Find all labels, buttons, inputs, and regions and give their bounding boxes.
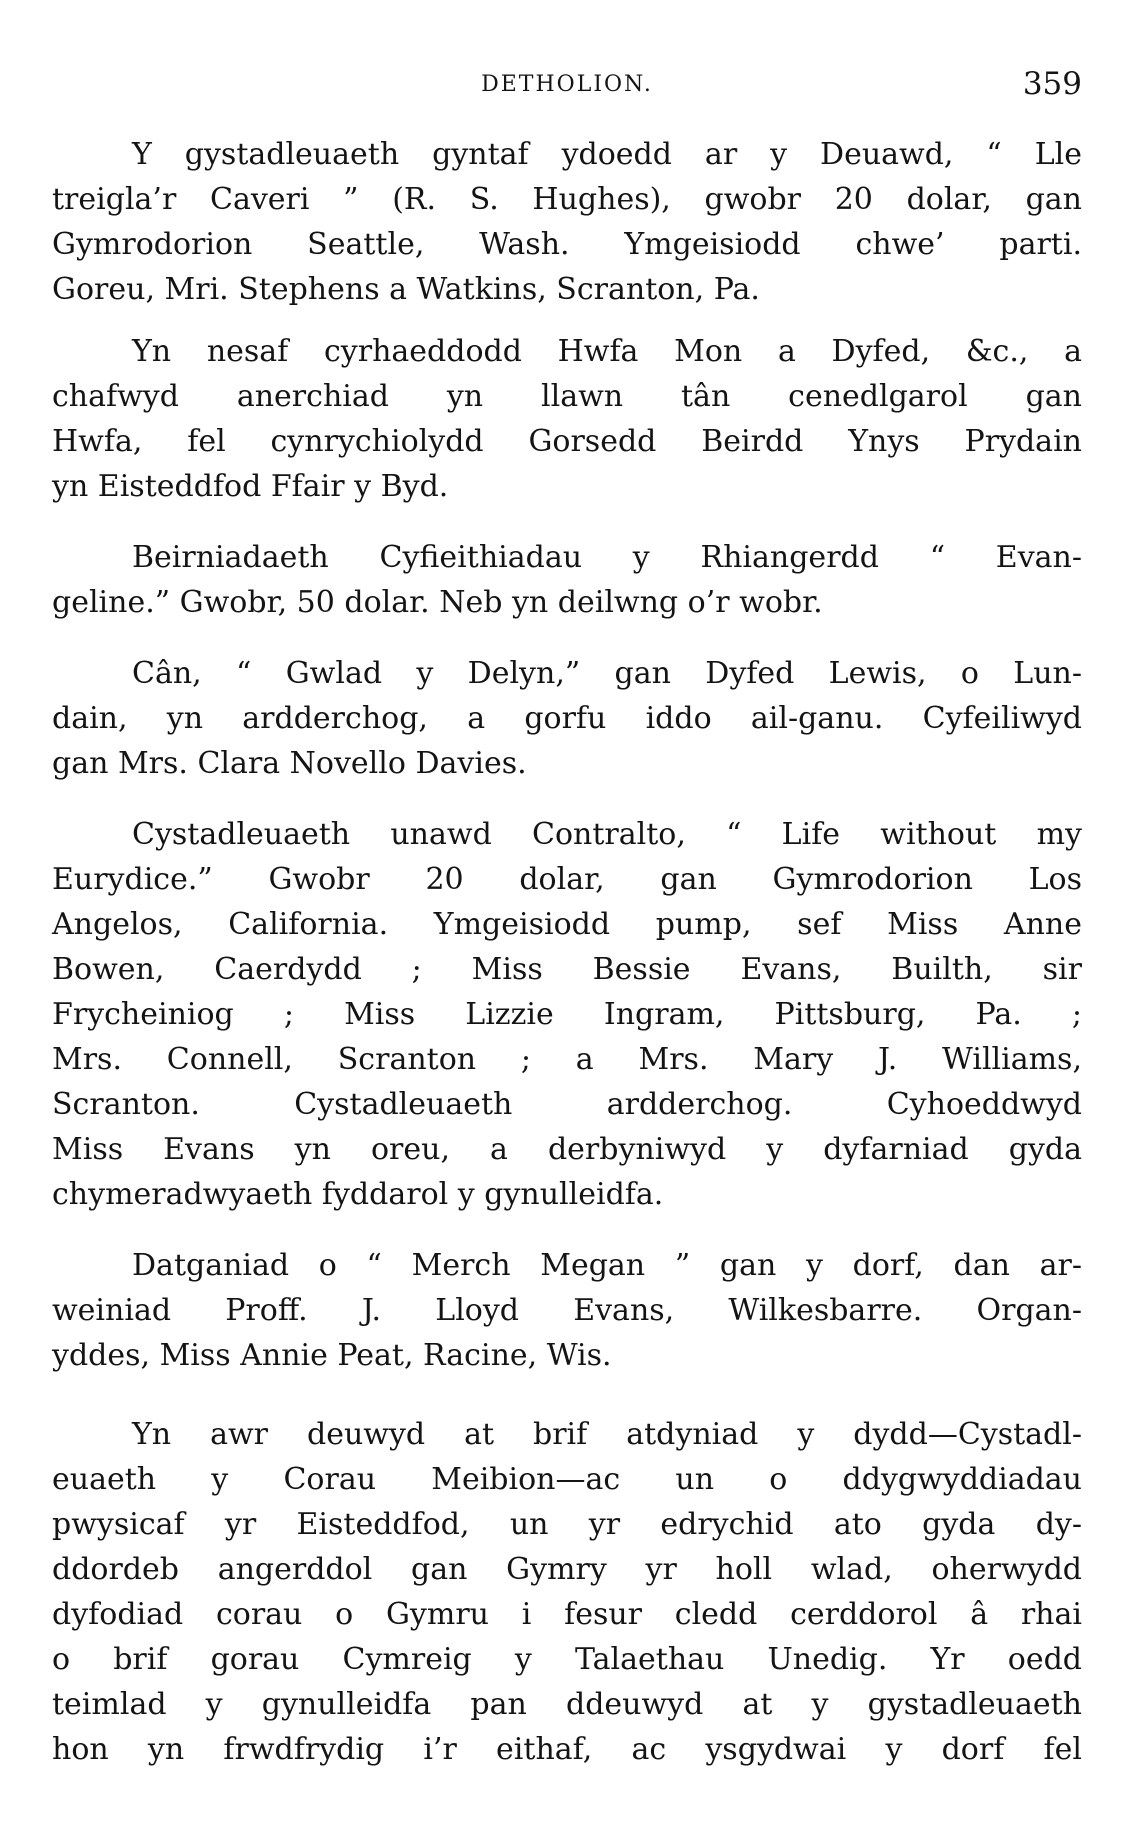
body-text <box>52 132 1082 1789</box>
text-line: Miss Evans yn oreu, a derbyniwyd y dyfarniad gyda <box>52 1132 1082 1167</box>
text-line: Beirniadaeth Cyfieithiadau y Rhiangerdd “ Evan- <box>132 540 1082 575</box>
text-line: dain, yn ardderchog, a gorfu iddo ail-ganu. Cyfeiliwyd <box>52 701 1082 736</box>
text-line: teimlad y gynulleidfa pan ddeuwyd at y gystadleuaeth <box>52 1687 1082 1722</box>
text-line: Bowen, Caerdydd ; Miss Bessie Evans, Builth, sir <box>52 952 1082 987</box>
text-line: Cân, “ Gwlad y Delyn,” gan Dyfed Lewis, o Lun- <box>132 656 1082 691</box>
text-line: Mrs. Connell, Scranton ; a Mrs. Mary J. Williams, <box>52 1042 1082 1077</box>
text-line: ddordeb angerddol gan Gymry yr holl wlad, oherwydd <box>52 1552 1082 1587</box>
paragraph <box>52 812 1082 1217</box>
text-line: Frycheiniog ; Miss Lizzie Ingram, Pittsburg, Pa. ; <box>52 997 1082 1032</box>
text-line: pwysicaf yr Eisteddfod, un yr edrychid ato gyda dy- <box>52 1507 1082 1542</box>
text-line: gan Mrs. Clara Novello Davies. <box>52 746 527 781</box>
text-line: euaeth y Corau Meibion—ac un o ddygwyddiadau <box>52 1462 1082 1497</box>
text-line: chafwyd anerchiad yn llawn tân cenedlgarol gan <box>52 379 1082 414</box>
text-line: weiniad Proff. J. Lloyd Evans, Wilkesbarre. Organ- <box>52 1293 1082 1328</box>
text-line: Angelos, California. Ymgeisiodd pump, sef Miss Anne <box>52 907 1082 942</box>
text-line: hon yn frwdfrydig i’r eithaf, ac ysgydwai y dorf fel <box>52 1732 1082 1767</box>
text-line: Eurydice.” Gwobr 20 dolar, gan Gymrodorion Los <box>52 862 1082 897</box>
text-line: treigla’r Caveri ” (R. S. Hughes), gwobr 20 dolar, gan <box>52 182 1082 217</box>
text-line: Goreu, Mri. Stephens a Watkins, Scranton, Pa. <box>52 272 760 307</box>
text-line: Gymrodorion Seattle, Wash. Ymgeisiodd chwe’ parti. <box>52 227 1082 262</box>
text-line: Yn nesaf cyrhaeddodd Hwfa Mon a Dyfed, &c., a <box>132 334 1082 369</box>
running-title: DETHOLION. <box>481 72 653 97</box>
paragraph <box>52 651 1082 786</box>
text-line: geline.” Gwobr, 50 dolar. Neb yn deilwng o’r wobr. <box>52 585 823 620</box>
text-line: yn Eisteddfod Ffair y Byd. <box>52 469 449 504</box>
text-line: o brif gorau Cymreig y Talaethau Unedig. Yr oedd <box>52 1642 1082 1677</box>
paragraph <box>52 1412 1082 1772</box>
paragraph <box>52 535 1082 625</box>
text-line: Yn awr deuwyd at brif atdyniad y dydd—Cystadl- <box>132 1417 1082 1452</box>
text-line: Scranton. Cystadleuaeth ardderchog. Cyhoeddwyd <box>52 1087 1082 1122</box>
paragraph <box>52 132 1082 312</box>
text-line: Datganiad o “ Merch Megan ” gan y dorf, dan ar- <box>132 1248 1082 1283</box>
page-number: 359 <box>1022 66 1082 102</box>
text-line: dyfodiad corau o Gymru i fesur cledd cerddorol â rhai <box>52 1597 1082 1632</box>
text-line: Cystadleuaeth unawd Contralto, “ Life without my <box>132 817 1082 852</box>
paragraph <box>52 1243 1082 1378</box>
text-line: yddes, Miss Annie Peat, Racine, Wis. <box>52 1338 612 1373</box>
text-line: chymeradwyaeth fyddarol y gynulleidfa. <box>52 1177 664 1212</box>
text-line: Hwfa, fel cynrychiolydd Gorsedd Beirdd Ynys Prydain <box>52 424 1082 459</box>
text-line: Y gystadleuaeth gyntaf ydoedd ar y Deuawd, “ Lle <box>132 137 1082 172</box>
running-header <box>52 66 1082 112</box>
paragraph <box>52 329 1082 509</box>
